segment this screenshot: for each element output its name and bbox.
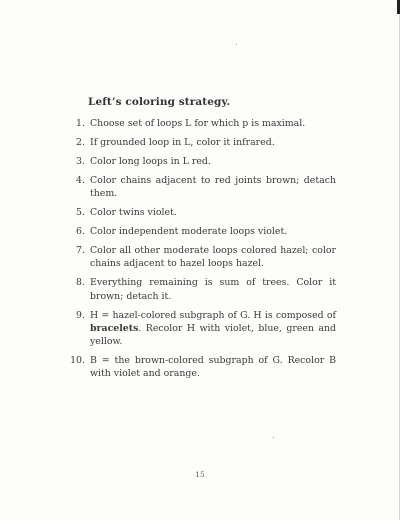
strategy-list [64, 117, 336, 386]
item-text: Color chains adjacent to red joints brown; detach them. [90, 175, 336, 200]
page-number: 15 [195, 470, 205, 479]
list-item [64, 244, 336, 270]
item-number: 8. [76, 277, 85, 289]
list-item [64, 276, 336, 302]
item-text [90, 309, 336, 349]
item-number: 3. [76, 156, 85, 167]
list-item [64, 225, 336, 238]
item-text-part: . Recolor H with violet, blue, green and yellow. [90, 322, 336, 348]
list-item [64, 136, 336, 149]
item-text: B = the brown-colored subgraph of G. Recolor B with violet and orange. [90, 355, 336, 380]
list-item [64, 174, 336, 200]
list-item [64, 155, 336, 168]
item-number: 10. [70, 355, 85, 367]
scan-speck [236, 44, 237, 45]
item-text-part: H = hazel-colored subgraph of G. H is composed of [90, 309, 336, 321]
list-item [64, 309, 336, 349]
list-item [64, 354, 336, 380]
item-text: Choose set of loops L for which p is maximal. [90, 118, 306, 129]
list-item [64, 117, 336, 130]
section-heading: Left’s coloring strategy. [88, 96, 231, 108]
item-number: 6. [76, 226, 85, 238]
item-text: Color long loops in L red. [90, 156, 211, 167]
item-number: 5. [76, 207, 85, 219]
item-number: 2. [76, 137, 85, 148]
item-number: 9. [76, 309, 85, 321]
item-text: If grounded loop in L, color it infrared. [90, 137, 275, 148]
scan-speck [273, 437, 274, 438]
item-number: 4. [76, 175, 85, 186]
item-number: 1. [76, 118, 85, 129]
item-text: Color independent moderate loops violet. [90, 226, 288, 238]
item-number: 7. [76, 245, 85, 257]
list-item [64, 206, 336, 219]
item-text: Color all other moderate loops colored hazel; color chains adjacent to hazel loops hazel. [90, 245, 336, 270]
bracelets-term: bracelets [90, 322, 139, 334]
item-text: Color twins violet. [90, 207, 177, 219]
item-text: Everything remaining is sum of trees. Color it brown; detach it. [90, 277, 336, 302]
